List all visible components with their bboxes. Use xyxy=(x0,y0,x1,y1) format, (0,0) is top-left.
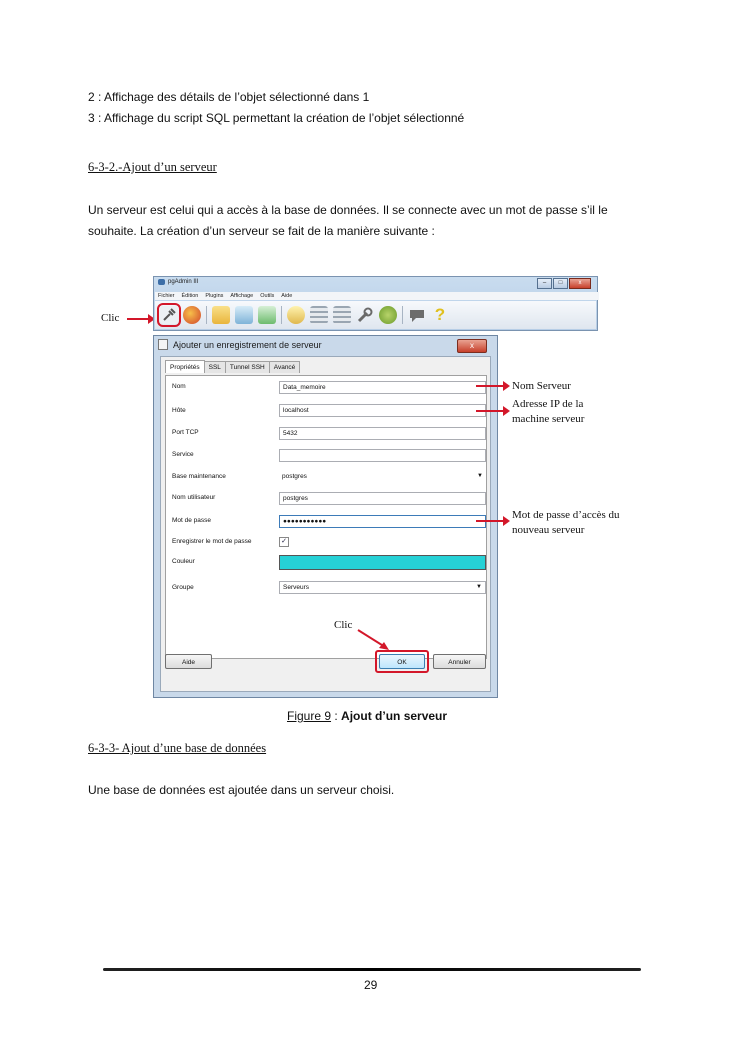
annotation-mot-de-passe-1: Mot de passe d’accès du xyxy=(512,509,620,521)
wrench-icon[interactable] xyxy=(356,306,374,324)
menu-affichage[interactable]: Affichage xyxy=(230,293,254,299)
tab-proprietes[interactable]: Propriétés xyxy=(165,360,205,373)
window-controls xyxy=(537,278,591,289)
menu-aide[interactable]: Aide xyxy=(281,293,293,299)
dialog-body xyxy=(160,356,491,692)
table-view-icon[interactable] xyxy=(310,306,328,324)
add-server-dialog xyxy=(153,335,498,698)
dialog-tabs xyxy=(165,361,299,373)
caption-separator: : xyxy=(331,709,342,723)
toolbar-separator xyxy=(281,306,282,324)
input-mot-de-passe[interactable]: ●●●●●●●●●●● xyxy=(279,515,486,528)
annotation-nom-serveur: Nom Serveur xyxy=(512,380,571,392)
label-hote: Hôte xyxy=(172,407,186,414)
pgadmin-window xyxy=(153,276,598,331)
arrow-adresse-ip xyxy=(476,410,504,412)
close-icon[interactable]: x xyxy=(569,278,591,289)
maximize-icon[interactable]: □ xyxy=(553,278,568,289)
menu-plugins[interactable]: Plugins xyxy=(205,293,224,299)
tab-avance[interactable]: Avancé xyxy=(269,361,301,373)
label-mot-de-passe: Mot de passe xyxy=(172,517,212,524)
input-port[interactable]: 5432 xyxy=(279,427,486,440)
arrow-to-toolbar-icon xyxy=(127,318,149,320)
text-line-3: 3 : Affichage du script SQL permettant la création de l’objet sélectionné xyxy=(88,111,465,125)
aide-button[interactable]: Aide xyxy=(165,654,212,669)
menu-fichier[interactable]: Fichier xyxy=(158,293,175,299)
annotation-adresse-ip-1: Adresse IP de la xyxy=(512,398,584,410)
checkbox-enregistrer-mdp[interactable]: ✓ xyxy=(279,537,289,547)
create-object-icon[interactable] xyxy=(235,306,253,324)
page-number: 29 xyxy=(364,978,378,992)
caption-title: Ajout d’un serveur xyxy=(341,709,448,723)
select-groupe-value: Serveurs xyxy=(283,584,310,591)
input-hote[interactable]: localhost xyxy=(279,404,486,417)
dialog-title-text: Ajouter un enregistrement de serveur xyxy=(173,339,322,350)
filter-view-icon[interactable] xyxy=(333,306,351,324)
label-service: Service xyxy=(172,451,194,458)
menu-edition[interactable]: Édition xyxy=(181,293,199,299)
menu-outils[interactable]: Outils xyxy=(260,293,275,299)
refresh-icon[interactable] xyxy=(183,306,201,324)
label-groupe: Groupe xyxy=(172,584,194,591)
text-line-2: 2 : Affichage des détails de l’objet sélectionné dans 1 xyxy=(88,90,370,104)
hint-icon[interactable] xyxy=(408,306,426,324)
label-nom: Nom xyxy=(172,383,186,390)
figure-caption xyxy=(287,706,447,727)
section-heading-ajout-serveur: 6-3-2.-Ajout d’un serveur xyxy=(88,160,217,174)
sql-icon[interactable] xyxy=(287,306,305,324)
ok-button[interactable]: OK xyxy=(379,654,425,669)
label-enregistrer-mdp: Enregistrer le mot de passe xyxy=(172,538,252,545)
arrow-nom-serveur xyxy=(476,385,504,387)
tab-ssl[interactable]: SSL xyxy=(204,361,226,373)
properties-icon[interactable] xyxy=(212,306,230,324)
plugins-icon[interactable] xyxy=(379,306,397,324)
input-service[interactable] xyxy=(279,449,486,462)
paragraph-line-1: Un serveur est celui qui a accès à la base de données. Il se connecte avec un mot de passe s’il le xyxy=(88,203,608,217)
label-couleur: Couleur xyxy=(172,558,195,565)
dialog-close-icon[interactable]: x xyxy=(457,339,487,353)
caption-figure-number: Figure 9 xyxy=(287,709,332,723)
annotation-clic-toolbar: Clic xyxy=(101,312,120,324)
annuler-button[interactable]: Annuler xyxy=(433,654,486,669)
toolbar xyxy=(155,301,596,329)
menu-bar xyxy=(155,292,599,300)
tab-tunnel-ssh[interactable]: Tunnel SSH xyxy=(225,361,270,373)
section-heading-ajout-base: 6-3-3- Ajout d’une base de données xyxy=(88,741,267,755)
label-port: Port TCP xyxy=(172,429,199,436)
help-icon[interactable]: ? xyxy=(434,305,446,324)
plug-connect-icon[interactable] xyxy=(160,306,178,324)
arrow-to-ok-icon xyxy=(355,628,395,654)
select-groupe[interactable] xyxy=(279,581,486,594)
pgadmin-title-text: pgAdmin III xyxy=(168,279,199,285)
annotation-clic-ok: Clic xyxy=(334,619,353,631)
chevron-down-icon: ▼ xyxy=(476,584,482,590)
arrow-mot-de-passe xyxy=(476,520,504,522)
dialog-title xyxy=(158,339,322,350)
dialog-icon xyxy=(158,339,168,350)
delete-icon[interactable] xyxy=(258,306,276,324)
color-swatch[interactable] xyxy=(279,555,486,570)
paragraph-line-2: souhaite. La création d’un serveur se fait de la manière suivante : xyxy=(88,224,435,238)
minimize-icon[interactable]: – xyxy=(537,278,552,289)
pgadmin-title xyxy=(158,279,198,285)
label-base-maintenance: Base maintenance xyxy=(172,473,226,480)
annotation-adresse-ip-2: machine serveur xyxy=(512,413,585,425)
annotation-mot-de-passe-2: nouveau serveur xyxy=(512,524,585,536)
toolbar-separator xyxy=(206,306,207,324)
footer-divider xyxy=(103,968,641,971)
properties-panel xyxy=(165,375,487,659)
label-nom-utilisateur: Nom utilisateur xyxy=(172,494,216,501)
paragraph-ajout-base: Une base de données est ajoutée dans un serveur choisi. xyxy=(88,783,395,797)
toolbar-separator xyxy=(402,306,403,324)
select-base-maintenance[interactable] xyxy=(279,471,486,484)
pgadmin-logo-icon xyxy=(158,279,165,285)
input-nom-utilisateur[interactable]: postgres xyxy=(279,492,486,505)
input-nom[interactable]: Data_memoire xyxy=(279,381,486,394)
chevron-down-icon: ▼ xyxy=(477,473,483,479)
select-base-value: postgres xyxy=(282,473,307,480)
